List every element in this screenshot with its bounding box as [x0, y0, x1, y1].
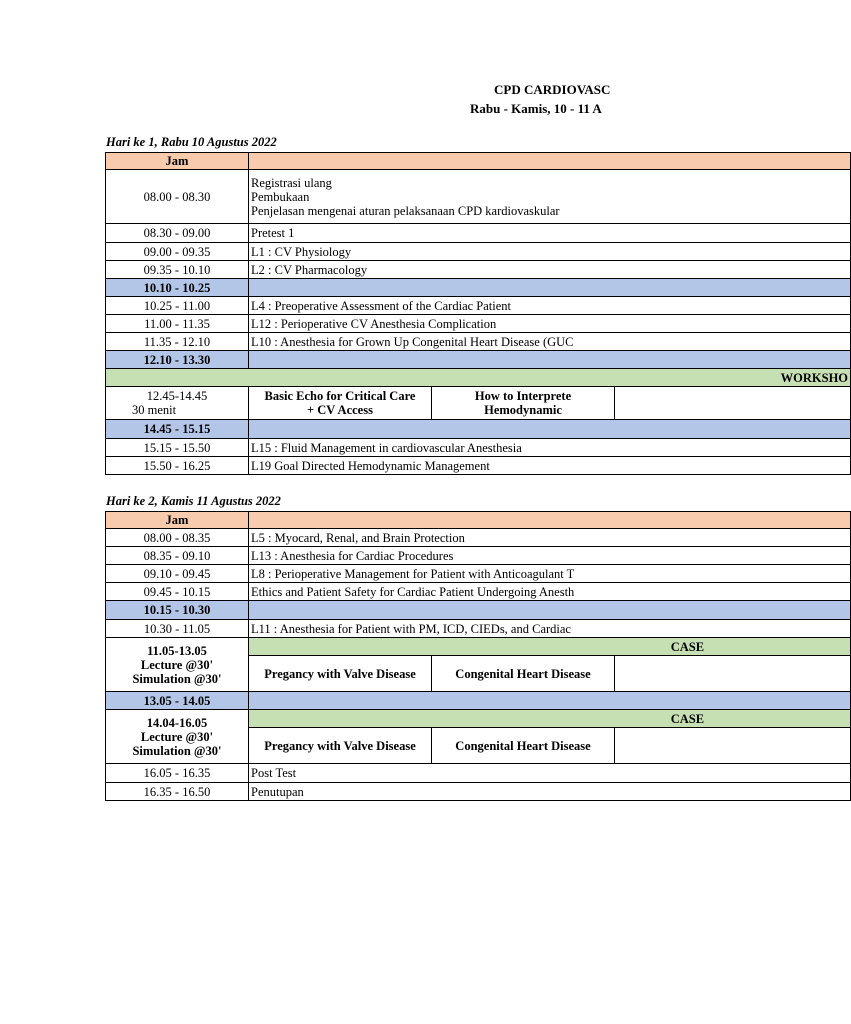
session-cell: L2 : CV Pharmacology — [249, 261, 851, 279]
break-time-cell: 10.10 - 10.25 — [106, 279, 249, 297]
session-cell: L4 : Preoperative Assessment of the Cardiac Patient — [249, 297, 851, 315]
case-time-line: Lecture @30' — [140, 729, 214, 744]
table-row — [106, 565, 851, 583]
page-title: CPD CARDIOVASC — [494, 82, 611, 97]
case-time-line: 14.04-16.05 — [146, 715, 208, 730]
time-cell: 10.25 - 11.00 — [106, 297, 249, 315]
table-row — [106, 764, 851, 783]
workshop-station-line: Hemodynamic — [484, 403, 562, 417]
session-cell: Post Test — [249, 764, 851, 783]
header-empty-cell — [249, 512, 851, 529]
table-header-row — [106, 512, 851, 529]
time-cell: 16.35 - 16.50 — [106, 783, 249, 801]
table-row — [106, 333, 851, 351]
case-station-2: Congenital Heart Disease — [432, 728, 615, 764]
workshop-header-row — [106, 369, 851, 387]
workshop-label: WORKSHO — [106, 369, 851, 387]
day2-heading: Hari ke 2, Kamis 11 Agustus 2022 — [106, 494, 281, 508]
workshop-station-line: How to Interprete — [474, 389, 572, 403]
header-empty-cell — [249, 153, 851, 170]
break-row — [106, 279, 851, 297]
day2-schedule-table — [105, 511, 768, 801]
time-cell: 10.30 - 11.05 — [106, 620, 249, 638]
workshop-station-1 — [249, 387, 432, 420]
session-cell: Ethics and Patient Safety for Cardiac Patient Undergoing Anesth — [249, 583, 851, 601]
table-row — [106, 315, 851, 333]
workshop-station-line: + CV Access — [307, 403, 373, 417]
table-row — [106, 529, 851, 547]
time-cell: 16.05 - 16.35 — [106, 764, 249, 783]
session-line: Registrasi ulang — [251, 175, 332, 190]
case-time-cell — [106, 710, 249, 764]
time-cell: 08.00 - 08.30 — [106, 170, 249, 224]
table-row — [106, 243, 851, 261]
session-cell — [249, 170, 851, 224]
case-time-line: Simulation @30' — [132, 743, 222, 758]
session-cell: L5 : Myocard, Renal, and Brain Protection — [249, 529, 851, 547]
time-cell: 08.30 - 09.00 — [106, 224, 249, 243]
page-subtitle: Rabu - Kamis, 10 - 11 A — [470, 101, 602, 116]
time-cell: 15.15 - 15.50 — [106, 439, 249, 457]
workshop-station-3 — [615, 387, 851, 420]
case-time-line: 11.05-13.05 — [147, 643, 207, 658]
table-row — [106, 170, 851, 224]
table-row — [106, 620, 851, 638]
case-station-3 — [615, 656, 851, 692]
table-row — [106, 783, 851, 801]
break-empty-cell — [249, 420, 851, 439]
session-cell: L11 : Anesthesia for Patient with PM, ICD, CIEDs, and Cardiac — [249, 620, 851, 638]
break-empty-cell — [249, 601, 851, 620]
time-cell: 11.00 - 11.35 — [106, 315, 249, 333]
case-row — [106, 710, 851, 728]
table-row — [106, 297, 851, 315]
jam-header: Jam — [106, 512, 249, 529]
break-row — [106, 692, 851, 710]
table-row — [106, 439, 851, 457]
case-station-2: Congenital Heart Disease — [432, 656, 615, 692]
break-empty-cell — [249, 279, 851, 297]
day1-schedule-table — [105, 152, 849, 475]
case-time-cell — [106, 638, 249, 692]
case-time-line: Simulation @30' — [132, 671, 222, 686]
time-cell: 09.35 - 10.10 — [106, 261, 249, 279]
time-cell: 08.35 - 09.10 — [106, 547, 249, 565]
break-time-cell: 10.15 - 10.30 — [106, 601, 249, 620]
session-cell: L1 : CV Physiology — [249, 243, 851, 261]
time-cell: 09.45 - 10.15 — [106, 583, 249, 601]
break-empty-cell — [249, 351, 851, 369]
session-cell: Pretest 1 — [249, 224, 851, 243]
case-row — [106, 638, 851, 656]
session-line: Pembukaan — [251, 189, 310, 204]
session-cell: L15 : Fluid Management in cardiovascular Anesthesia — [249, 439, 851, 457]
day1-heading: Hari ke 1, Rabu 10 Agustus 2022 — [106, 135, 277, 149]
session-cell: L13 : Anesthesia for Cardiac Procedures — [249, 547, 851, 565]
table-row — [106, 261, 851, 279]
break-time-cell: 13.05 - 14.05 — [106, 692, 249, 710]
case-label: CASE — [249, 710, 851, 728]
workshop-time: 12.45-14.45 — [146, 389, 208, 403]
workshop-station-2 — [432, 387, 615, 420]
case-station-3 — [615, 728, 851, 764]
case-time-line: Lecture @30' — [140, 657, 214, 672]
break-row — [106, 601, 851, 620]
case-station-1: Pregancy with Valve Disease — [249, 656, 432, 692]
case-label: CASE — [249, 638, 851, 656]
table-row — [106, 547, 851, 565]
table-header-row — [106, 153, 851, 170]
break-empty-cell — [249, 692, 851, 710]
time-cell: 09.10 - 09.45 — [106, 565, 249, 583]
time-cell: 11.35 - 12.10 — [106, 333, 249, 351]
time-cell: 08.00 - 08.35 — [106, 529, 249, 547]
workshop-time-cell — [106, 387, 249, 420]
table-row — [106, 583, 851, 601]
workshop-row — [106, 387, 851, 420]
session-cell: L12 : Perioperative CV Anesthesia Complication — [249, 315, 851, 333]
session-cell: L8 : Perioperative Management for Patient with Anticoagulant T — [249, 565, 851, 583]
break-time-cell: 14.45 - 15.15 — [106, 420, 249, 439]
workshop-duration: 30 menit — [132, 403, 177, 417]
session-cell: L10 : Anesthesia for Grown Up Congenital Heart Disease (GUC — [249, 333, 851, 351]
session-cell: Penutupan — [249, 783, 851, 801]
session-line: Penjelasan mengenai aturan pelaksanaan CPD kardiovaskular — [251, 203, 560, 218]
jam-header: Jam — [106, 153, 249, 170]
break-row — [106, 420, 851, 439]
break-time-cell: 12.10 - 13.30 — [106, 351, 249, 369]
table-row — [106, 457, 851, 475]
workshop-station-line: Basic Echo for Critical Care — [264, 389, 416, 403]
session-cell: L19 Goal Directed Hemodynamic Management — [249, 457, 851, 475]
time-cell: 15.50 - 16.25 — [106, 457, 249, 475]
break-row — [106, 351, 851, 369]
table-row — [106, 224, 851, 243]
case-station-1: Pregancy with Valve Disease — [249, 728, 432, 764]
time-cell: 09.00 - 09.35 — [106, 243, 249, 261]
